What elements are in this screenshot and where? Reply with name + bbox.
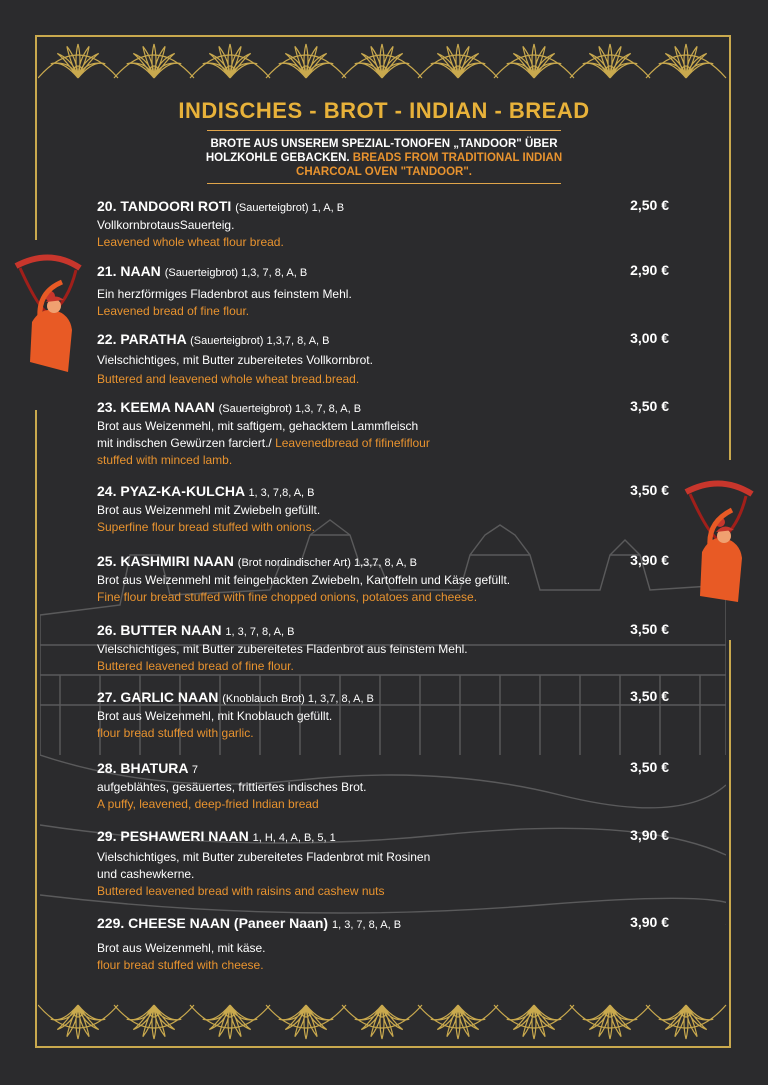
item-description-en: A puffy, leavened, deep-fried Indian bread [97, 797, 319, 811]
item-name: 20. TANDOORI ROTI [97, 198, 232, 214]
item-name: 28. BHATURA [97, 760, 189, 776]
mandala-lotus-border-icon [38, 1003, 728, 1045]
item-price: 3,00 € [630, 330, 669, 346]
item-price: 3,90 € [630, 914, 669, 930]
mandala-lotus-border-icon [38, 38, 728, 80]
item-description-de: Vielschichtiges, mit Butter zubereitetes Vollkornbrot. [97, 353, 373, 367]
item-name: 24. PYAZ-KA-KULCHA [97, 483, 245, 499]
subtitle [200, 137, 568, 179]
item-description-en: flour bread stuffed with garlic. [97, 726, 254, 740]
item-description-en-inline: Leavenedbread of fifinefiflour [271, 436, 430, 450]
item-allergens: 1, 3, 7,8, A, B [248, 487, 315, 499]
subtitle-divider [207, 183, 561, 184]
item-allergens: (Knoblauch Brot) 1, 3,7, 8, A, B [222, 693, 374, 705]
item-name: 27. GARLIC NAAN [97, 689, 219, 705]
item-allergens: 7 [191, 764, 199, 776]
menu-item-peshaweri-naan [97, 827, 677, 900]
item-price: 3,90 € [630, 827, 669, 843]
dancer-with-garland-icon [10, 252, 88, 380]
item-allergens: 1, 3, 7, 8, A, B [225, 626, 295, 638]
item-description-de-line-1: Vielschichtiges, mit Butter zubereitetes Fladenbrot mit Rosinen [97, 850, 431, 864]
item-description-de: Brot aus Weizenmehl mit Zwiebeln gefüllt. [97, 503, 321, 517]
item-allergens: (Brot nordindischer Art) 1,3,7, 8, A, B [237, 557, 417, 569]
item-description-de: VollkornbrotausSauerteig. [97, 218, 235, 232]
item-price: 3,50 € [630, 482, 669, 498]
top-ornament-border [38, 38, 728, 80]
menu-item-butter-naan [97, 621, 677, 675]
item-description-en: Superfine flour bread stuffed with onions. [97, 520, 315, 534]
item-price: 3,90 € [630, 552, 669, 568]
menu-item-cheese-naan [97, 914, 677, 974]
item-allergens: (Sauerteigbrot) 1,3, 7, 8, A, B [218, 403, 362, 415]
item-description-de: Vielschichtiges, mit Butter zubereitetes Fladenbrot aus feinstem Mehl. [97, 642, 468, 656]
item-description-de: aufgeblähtes, gesäuertes, frittiertes indisches Brot. [97, 780, 367, 794]
menu-item-kashmiri-naan [97, 552, 677, 606]
item-description-de: Ein herzförmiges Fladenbrot aus feinstem Mehl. [97, 287, 352, 301]
item-price: 2,90 € [630, 262, 669, 278]
item-price: 3,50 € [630, 688, 669, 704]
item-description-de: Brot aus Weizenmehl, mit Knoblauch gefüllt. [97, 709, 333, 723]
item-description-en: Buttered leavened bread with raisins and cashew nuts [97, 884, 385, 898]
item-description-de: Brot aus Weizenmehl, mit käse. [97, 941, 266, 955]
item-description-de-line-1: Brot aus Weizenmehl, mit saftigem, gehacktem Lammfleisch [97, 419, 419, 433]
menu-item-naan [97, 262, 677, 320]
item-allergens: (Sauerteigbrot) 1,3, 7, 8, A, B [164, 267, 308, 279]
item-description-de: Brot aus Weizenmehl mit feingehackten Zwiebeln, Kartoffeln und Käse gefüllt. [97, 573, 511, 587]
item-description-de-line-2: mit indischen Gewürzen farciert./ [97, 436, 272, 450]
item-description-en: Leavened whole wheat flour bread. [97, 235, 284, 249]
item-description-en: Buttered and leavened whole wheat bread.bread. [97, 372, 360, 386]
dancer-with-garland-icon [680, 478, 758, 606]
item-name: 29. PESHAWERI NAAN [97, 828, 249, 844]
menu-item-pyaz-ka-kulcha [97, 482, 677, 536]
page-title: INDISCHES - BROT - INDIAN - BREAD [178, 98, 590, 123]
bottom-ornament-border [38, 1003, 728, 1045]
item-description-en: Fine flour bread stuffed with fine chopped onions, potatoes and cheese. [97, 590, 478, 604]
menu-item-paratha [97, 330, 677, 388]
item-allergens: 1, 3, 7, 8, A, B [331, 919, 402, 931]
item-name: 22. PARATHA [97, 331, 187, 347]
title-divider [207, 130, 561, 131]
item-name: 229. CHEESE NAAN (Paneer Naan) [97, 915, 329, 931]
subtitle-german: BROTE AUS UNSEREM SPEZIAL-TONOFEN „TANDOOR" ÜBER HOLZKOHLE GEBACKEN. [205, 138, 558, 164]
subtitle-english: BREADS FROM TRADITIONAL INDIAN CHARCOAL OVEN "TANDOOR". [296, 152, 563, 178]
item-description-en: Leavened bread of fine flour. [97, 304, 250, 318]
item-price: 3,50 € [630, 398, 669, 414]
menu-item-garlic-naan [97, 688, 677, 742]
item-price: 3,50 € [630, 621, 669, 637]
item-description-en: Buttered leavened bread of fine flour. [97, 659, 294, 673]
menu-item-keema-naan [97, 398, 677, 469]
item-description-de-line-2: und cashewkerne. [97, 867, 195, 881]
menu-item-bhatura [97, 759, 677, 813]
item-name: 21. NAAN [97, 263, 161, 279]
item-price: 3,50 € [630, 759, 669, 775]
item-name: 26. BUTTER NAAN [97, 622, 222, 638]
item-allergens: (Sauerteigbrot) 1, A, B [235, 202, 345, 214]
item-description-en: flour bread stuffed with cheese. [97, 958, 264, 972]
item-allergens: 1, H, 4, A, B, 5, 1 [252, 832, 336, 844]
item-price: 2,50 € [630, 197, 669, 213]
item-name: 25. KASHMIRI NAAN [97, 553, 234, 569]
menu-item-tandoori-roti [97, 197, 677, 251]
item-allergens: (Sauerteigbrot) 1,3,7, 8, A, B [190, 335, 330, 347]
item-description-en: stuffed with minced lamb. [97, 453, 233, 467]
item-name: 23. KEEMA NAAN [97, 399, 215, 415]
